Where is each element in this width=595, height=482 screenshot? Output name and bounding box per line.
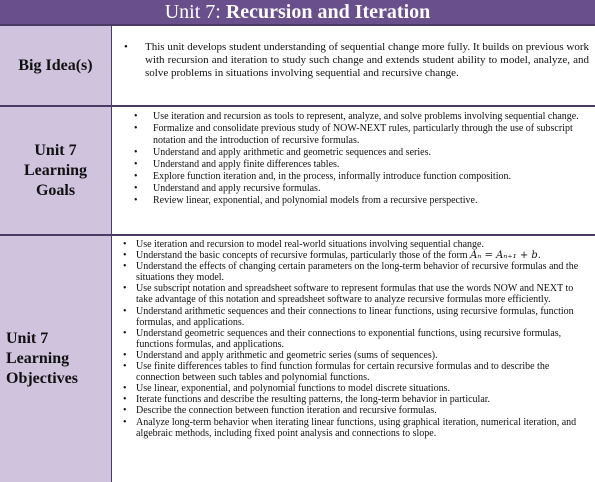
objectives-label-line-2: Learning — [6, 350, 70, 367]
goals-label-line-1: Unit 7 — [34, 141, 77, 159]
objective-item: • Use subscript notation and spreadsheet software to represent formulas that use the words NOW and NEXT to take advantage of this notation and spreadsheet software to analyze recursive formulas more efficiently. — [136, 283, 589, 305]
objective-item: • Understand the effects of changing certain parameters on the long-term behavior of recursive formulas and the situations they model. — [136, 261, 589, 283]
objective-item: • Analyze long-term behavior when iterating linear functions, using graphical iteration, numerical iteration, and algebraic methods, including fixed point analysis and connections to slope. — [136, 417, 589, 439]
objective-item-text: Understand the basic concepts of recursive formulas, particularly those of the form — [136, 250, 471, 262]
objective-item: • Understand arithmetic sequences and their connections to linear functions, using recursive formulas, function formulas, and applications. — [136, 306, 589, 328]
objective-item: • Understand and apply arithmetic and geometric series (sums of sequences). — [136, 350, 589, 361]
learning-objectives-row — [0, 234, 595, 482]
goal-item: • Explore function iteration and, in the process, informally introduce function composition. — [153, 171, 589, 183]
big-idea-content — [112, 26, 595, 105]
objective-item: • Understand geometric sequences and their connections to exponential functions, using recursive formulas, functions formulas, and applications. — [136, 328, 589, 350]
objectives-label-line-3: Objectives — [6, 370, 78, 387]
goal-item: • Understand and apply finite differences tables. — [153, 159, 589, 171]
unit-title-prefix: Unit 7: — [164, 1, 226, 23]
objectives-label-line-1: Unit 7 — [6, 330, 49, 347]
unit-title — [0, 0, 595, 24]
goals-label-line-2: Learning — [23, 161, 88, 179]
big-idea-list — [112, 26, 595, 80]
objective-item: • Use finite differences tables to find function formulas for certain recursive formulas and to describe the connection between such tables and polynomial functions. — [136, 361, 589, 383]
big-idea-row — [0, 24, 595, 105]
learning-goals-list — [112, 107, 595, 207]
goal-item: • Use iteration and recursion as tools to represent, analyze, and solve problems involving sequential change. — [153, 111, 589, 123]
objective-item: • Use iteration and recursion to model real-world situations involving sequential change. — [136, 239, 589, 250]
objective-item: • Use linear, exponential, and polynomial functions to model discrete situations. — [136, 383, 589, 394]
unit-title-main: Recursion and Iteration — [225, 1, 431, 23]
recursive-formula: Aₙ = Aₙ₊₁ + b. — [470, 250, 541, 262]
big-idea-item: • This unit develops student understanding of sequential change more fully. It builds on previous work with recursion and iteration to study such change and extends student ability to model, analyze, and solve problems in situations involving sequential and recursive change. — [145, 41, 589, 80]
objective-item: • Iterate functions and describe the resulting patterns, the long-term behavior in particular. — [136, 394, 589, 405]
objective-item: • Describe the connection between function iteration and recursive formulas. — [136, 405, 589, 416]
learning-goals-content — [112, 107, 595, 234]
big-idea-label: Big Idea(s) — [0, 26, 112, 105]
goal-item: • Understand and apply recursive formulas. — [153, 183, 589, 195]
learning-objectives-list — [112, 236, 595, 439]
objective-item-recursive-formulas — [136, 250, 589, 261]
goal-item: • Formalize and consolidate previous study of NOW-NEXT rules, particularly through the use of subscript notation and the introduction of recursive formulas. — [153, 123, 589, 147]
goal-item: • Review linear, exponential, and polynomial models from a recursive perspective. — [153, 195, 589, 207]
learning-goals-label — [0, 107, 112, 234]
learning-goals-row — [0, 105, 595, 234]
learning-objectives-content — [112, 236, 595, 482]
goals-label-line-3: Goals — [35, 181, 76, 199]
learning-objectives-label — [0, 236, 112, 482]
goal-item: • Understand and apply arithmetic and geometric sequences and series. — [153, 147, 589, 159]
